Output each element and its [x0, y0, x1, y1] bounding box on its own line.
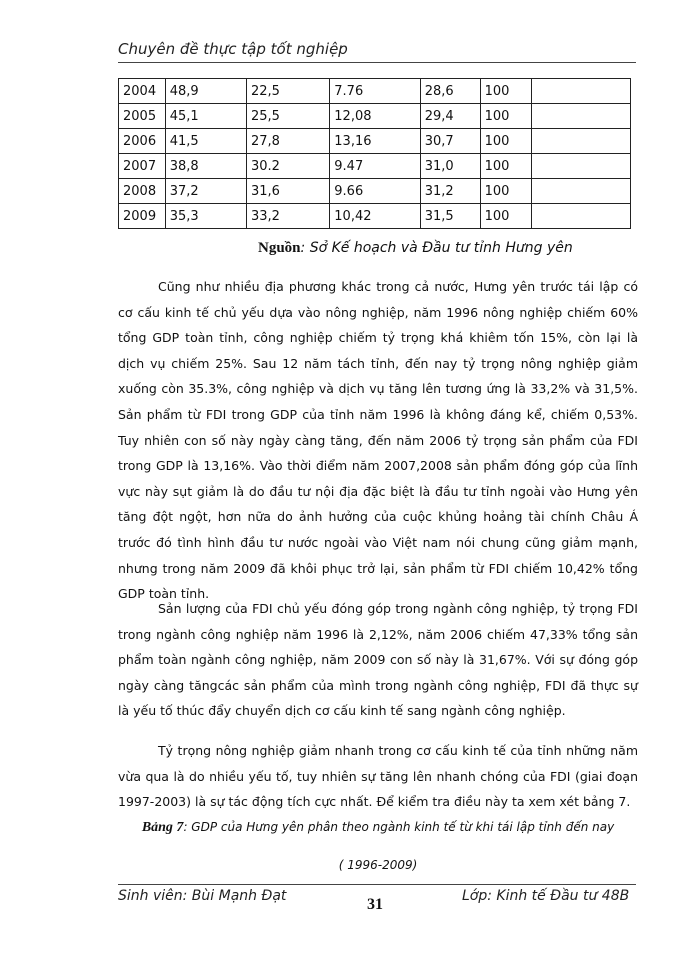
- page-number: 31: [367, 896, 383, 913]
- table-row: [119, 129, 631, 154]
- table-cell: 31,0: [420, 154, 480, 179]
- paragraph-2: Sản lượng của FDI chủ yếu đóng góp trong ngành công nghiệp, tỷ trọng FDI trong ngành công nghiệp năm 1996 là 2,12%, năm 2006 chiếm 47,33% tổng sản phẩm toàn ngành công nghiệp, năm 2009 con số này là 31,67%. Với sự đóng góp ngày càng tăngcác sản phẩm của mình trong ngành công nghiệp, FDI đã thực sự là yếu tố thúc đẩy chuyển dịch cơ cấu kinh tế sang ngành công nghiệp.: [118, 601, 638, 719]
- table-cell: [532, 129, 631, 154]
- caption-label: Bảng 7: [141, 820, 184, 835]
- table-cell: 100: [480, 129, 532, 154]
- table-cell: 37,2: [165, 179, 246, 204]
- table-cell: 100: [480, 204, 532, 229]
- table-cell: 2009: [119, 204, 166, 229]
- table-cell: 25,5: [246, 104, 329, 129]
- table-cell: 10,42: [330, 204, 420, 229]
- table-cell: [532, 179, 631, 204]
- page-header: Chuyên đề thực tập tốt nghiệp: [118, 40, 636, 63]
- table-row: [119, 104, 631, 129]
- table-cell: [532, 79, 631, 104]
- table-cell: 28,6: [420, 79, 480, 104]
- source-label: Nguồn: [258, 240, 301, 256]
- table-cell: 12,08: [330, 104, 420, 129]
- table-cell: 2008: [119, 179, 166, 204]
- table-cell: 22,5: [246, 79, 329, 104]
- data-table: [118, 78, 631, 229]
- table-cell: 9.47: [330, 154, 420, 179]
- table-cell: 30,7: [420, 129, 480, 154]
- table-row: [119, 179, 631, 204]
- table-cell: 30.2: [246, 154, 329, 179]
- table-cell: 2004: [119, 79, 166, 104]
- table-cell: 7.76: [330, 79, 420, 104]
- table-cell: 35,3: [165, 204, 246, 229]
- table-cell: 9.66: [330, 179, 420, 204]
- paragraph-3: Tỷ trọng nông nghiệp giảm nhanh trong cơ cấu kinh tế của tỉnh những năm vừa qua là do nhiều yếu tố, tuy nhiên sự tăng lên nhanh chóng của FDI (giai đoạn 1997-2003) là sự tác động tích cực nhất. Để kiểm tra điều này ta xem xét bảng 7.: [118, 743, 638, 810]
- table-cell: [532, 154, 631, 179]
- table-cell: [532, 204, 631, 229]
- table-cell: 2007: [119, 154, 166, 179]
- table-cell: 100: [480, 79, 532, 104]
- footer-student: Sinh viên: Bùi Mạnh Đạt: [118, 888, 287, 904]
- table-row: [119, 79, 631, 104]
- table-cell: 48,9: [165, 79, 246, 104]
- footer-divider: [118, 884, 636, 885]
- table-row: [119, 204, 631, 229]
- table-cell: 45,1: [165, 104, 246, 129]
- data-table-body: [119, 79, 631, 229]
- table-cell: 100: [480, 154, 532, 179]
- table-cell: 31,6: [246, 179, 329, 204]
- table-cell: 27,8: [246, 129, 329, 154]
- table-caption: [118, 820, 638, 836]
- table-cell: 33,2: [246, 204, 329, 229]
- table-cell: 38,8: [165, 154, 246, 179]
- table-cell: 31,5: [420, 204, 480, 229]
- footer-class: Lớp: Kinh tế Đầu tư 48B: [462, 888, 630, 904]
- table-cell: 2005: [119, 104, 166, 129]
- table-cell: [532, 104, 631, 129]
- table-cell: 100: [480, 104, 532, 129]
- table-cell: 31,2: [420, 179, 480, 204]
- table-cell: 29,4: [420, 104, 480, 129]
- table-source: [258, 240, 573, 257]
- caption-years: ( 1996-2009): [338, 858, 418, 872]
- table-cell: 100: [480, 179, 532, 204]
- table-cell: 13,16: [330, 129, 420, 154]
- paragraph-1: Cũng như nhiều địa phương khác trong cả nước, Hưng yên trước tái lập có cơ cấu kinh tế chủ yếu dựa vào nông nghiệp, năm 1996 nông nghiệp chiếm 60% tổng GDP toàn tỉnh, công nghiệp chiếm tỷ trọng khá khiêm tốn 15%, còn lại là dịch vụ chiếm 25%. Sau 12 năm tách tỉnh, đến nay tỷ trọng nông nghiệp giảm xuống còn 35.3%, công nghiệp và dịch vụ tăng lên tương ứng là 33,2% và 31,5%. Sản phẩm từ FDI trong GDP của tỉnh năm 1996 là không đáng kể, chiếm 0,53%. Tuy nhiên con số này ngày càng tăng, đến năm 2006 tỷ trọng sản phẩm của FDI trong GDP là 13,16%. Vào thời điểm năm 2007,2008 sản phẩm đóng góp của lĩnh vực này sụt giảm là do đầu tư nội địa đặc biệt là đầu tư tỉnh ngoài vào Hưng yên tăng đột ngột, hơn nữa do ảnh hưởng của cuộc khủng hoảng tài chính Châu Á trước đó tình hình đầu tư nước ngoài vào Việt nam nói chung cũng giảm mạnh, nhưng trong năm 2009 đã khôi phục trở lại, sản phẩm từ FDI chiếm 10,42% tổng GDP toàn tỉnh.: [118, 279, 638, 602]
- table-row: [119, 154, 631, 179]
- table-cell: 41,5: [165, 129, 246, 154]
- source-text: : Sở Kế hoạch và Đầu tư tỉnh Hưng yên: [300, 240, 573, 256]
- table-cell: 2006: [119, 129, 166, 154]
- caption-text: : GDP của Hưng yên phân theo ngành kinh tế từ khi tái lập tỉnh đến nay: [183, 820, 615, 834]
